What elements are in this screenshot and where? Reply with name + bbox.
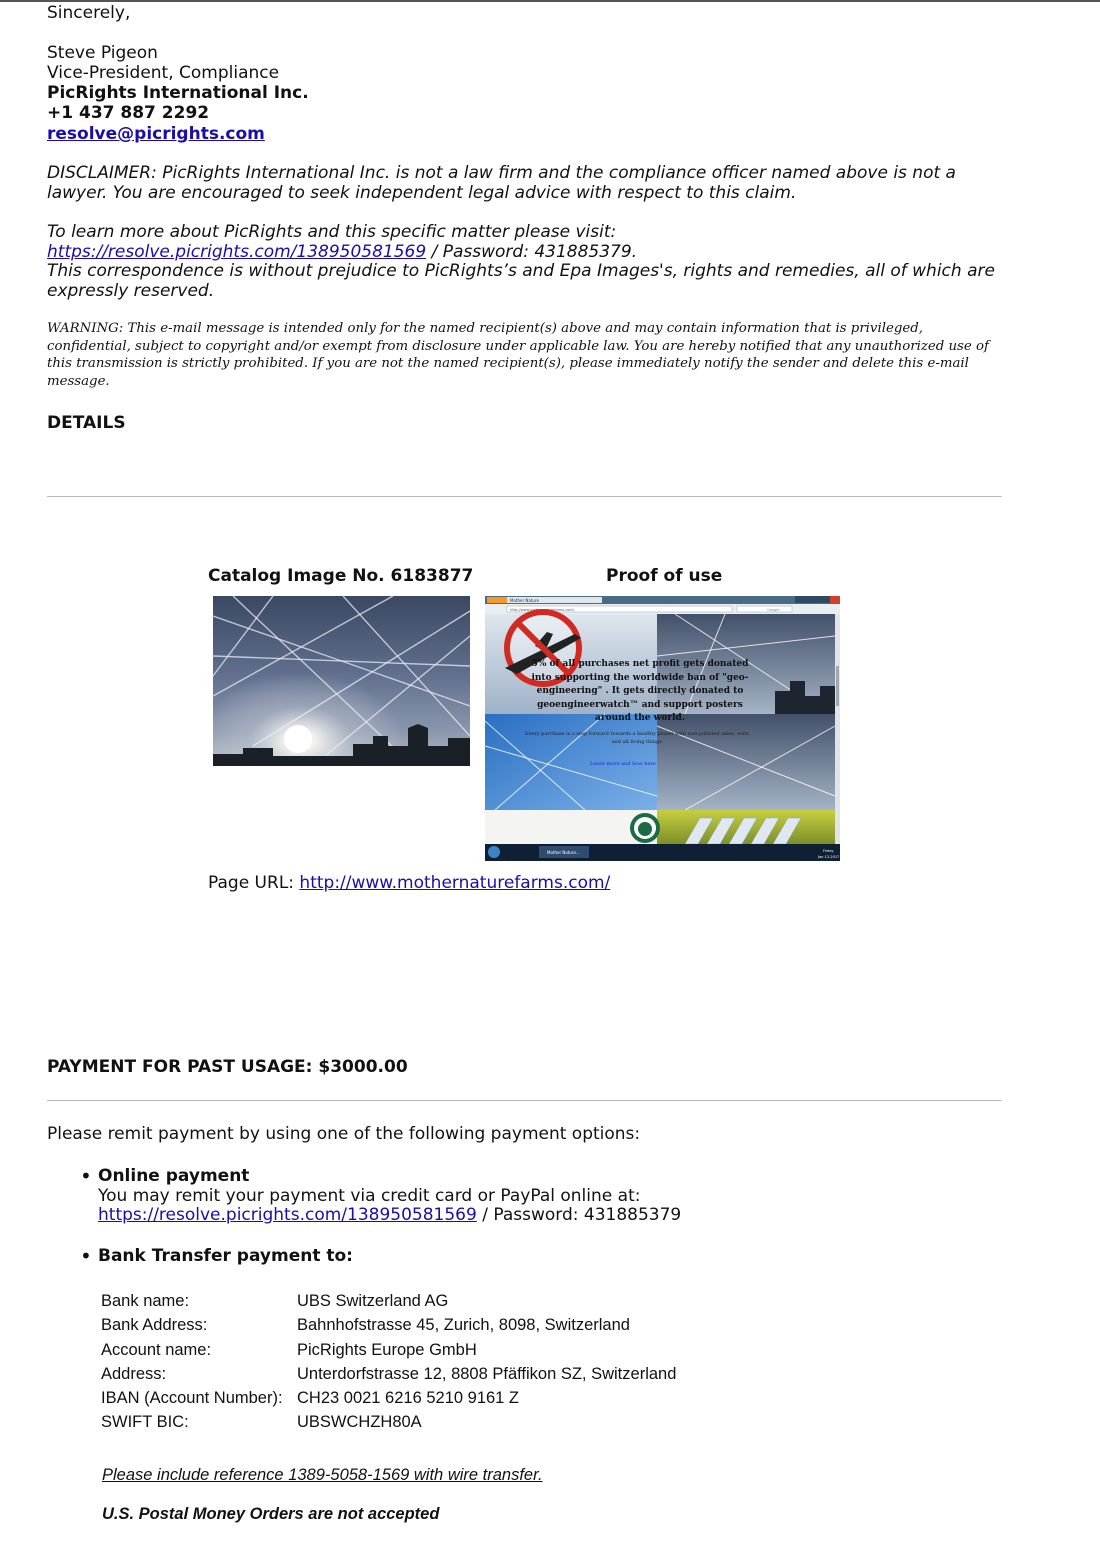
online-payment-text: You may remit your payment via credit card or PayPal online at: xyxy=(98,1186,641,1206)
signer-title: Vice-President, Compliance xyxy=(47,63,280,83)
payment-divider xyxy=(47,1100,1002,1101)
bullet-online: • xyxy=(80,1164,92,1188)
bank-value: UBS Switzerland AG xyxy=(297,1292,449,1310)
bullet-bank: • xyxy=(80,1244,92,1268)
phone-number: +1 437 887 2292 xyxy=(47,103,210,123)
proof-headline: 5% of all purchases net profit gets donated into supporting the worldwide ban of "geo-engineering" . It gets directly donated to geoengineerwatch™ and support posters around the world. xyxy=(531,659,749,723)
proof-clock-time: Friday xyxy=(823,849,834,853)
signer-name: Steve Pigeon xyxy=(47,43,158,63)
password-text: / Password: 431885379. xyxy=(426,242,638,262)
learn-more-link-line xyxy=(47,242,637,262)
bank-label: Address: xyxy=(101,1364,167,1383)
email-link[interactable]: resolve@picrights.com xyxy=(47,124,265,144)
disclaimer-line-2: lawyer. You are encouraged to seek independent legal advice with respect to this claim. xyxy=(47,183,797,203)
catalog-image-caption: Catalog Image No. 6183877 xyxy=(208,566,474,586)
online-payment-link[interactable]: https://resolve.picrights.com/138950581569 xyxy=(98,1205,477,1225)
payment-intro: Please remit payment by using one of the following payment options: xyxy=(47,1124,641,1144)
bank-value: Bahnhofstrasse 45, Zurich, 8098, Switzerland xyxy=(297,1316,630,1335)
online-password: / Password: 431885379 xyxy=(476,1205,682,1225)
payment-heading: PAYMENT FOR PAST USAGE: $3000.00 xyxy=(47,1057,408,1077)
proof-of-use-caption: Proof of use xyxy=(606,566,723,586)
online-payment-link-line xyxy=(98,1205,681,1225)
proof-learn-link: Learn more and how here xyxy=(590,761,656,767)
details-heading: DETAILS xyxy=(47,413,126,433)
bank-transfer-title: Bank Transfer payment to: xyxy=(98,1246,353,1266)
bank-value: CH23 0021 6216 5210 9161 Z xyxy=(297,1389,520,1408)
page-url-label: Page URL: xyxy=(208,873,300,893)
page-url-line xyxy=(208,873,610,893)
proof-of-use-image xyxy=(485,596,840,861)
bank-values xyxy=(297,1289,676,1435)
rights-reserved-line-2: expressly reserved. xyxy=(47,281,215,301)
bank-value: PicRights Europe GmbH xyxy=(297,1340,477,1359)
proof-tab-title: Mother Nature xyxy=(510,598,539,603)
bank-labels xyxy=(101,1289,283,1435)
closing-text: Sincerely, xyxy=(47,3,131,23)
bank-label: SWIFT BIC: xyxy=(101,1413,189,1432)
learn-more-text: To learn more about PicRights and this specific matter please visit: xyxy=(47,222,617,242)
bank-label: IBAN (Account Number): xyxy=(101,1389,283,1408)
resolve-link[interactable]: https://resolve.picrights.com/138950581569 xyxy=(47,242,427,262)
proof-subline: Every purchase is a step forward towards a healthy planet with non-polluted skies, soils, and all living things. xyxy=(524,731,751,745)
divider xyxy=(47,496,1002,497)
company-name: PicRights International Inc. xyxy=(47,83,309,103)
proof-taskbar-item: Mother Nature... xyxy=(547,850,580,855)
bank-value: UBSWCHZH80A xyxy=(297,1413,422,1432)
bank-label: Bank Address: xyxy=(101,1316,208,1335)
bank-label: Account name: xyxy=(101,1340,212,1359)
top-border xyxy=(0,0,1100,2)
reference-note: Please include reference 1389-5058-1569 with wire transfer. xyxy=(102,1466,543,1484)
catalog-image xyxy=(213,596,470,766)
bank-label: Bank name: xyxy=(101,1292,190,1310)
proof-clock-date: Jan-13-2017 xyxy=(818,855,840,859)
proof-address: http://www.mothernaturefarms.com/ xyxy=(510,608,574,612)
disclaimer-line-1: DISCLAIMER: PicRights International Inc. is not a law firm and the compliance officer named above is not a xyxy=(47,163,956,183)
postal-note: U.S. Postal Money Orders are not accepted xyxy=(102,1505,440,1523)
rights-reserved-line-1: This correspondence is without prejudice to PicRights’s and Epa Images's, rights and remedies, all of which are xyxy=(47,261,995,281)
page-url-link[interactable]: http://www.mothernaturefarms.com/ xyxy=(299,873,611,893)
online-payment-title: Online payment xyxy=(98,1166,250,1186)
bank-value: Unterdorfstrasse 12, 8808 Pfäffikon SZ, Switzerland xyxy=(297,1364,677,1383)
proof-search: Google xyxy=(767,608,780,612)
warning-text: WARNING: This e-mail message is intended only for the named recipient(s) above and may contain information that is privileged, confidential, subject to copyright and/or exempt from disclosure under applicable law. You are hereby notified that any unauthorized use of this transmission is strictly prohibited. If you are not the named recipient(s), please immediately notify the sender and delete this e-mail message. xyxy=(47,321,989,389)
